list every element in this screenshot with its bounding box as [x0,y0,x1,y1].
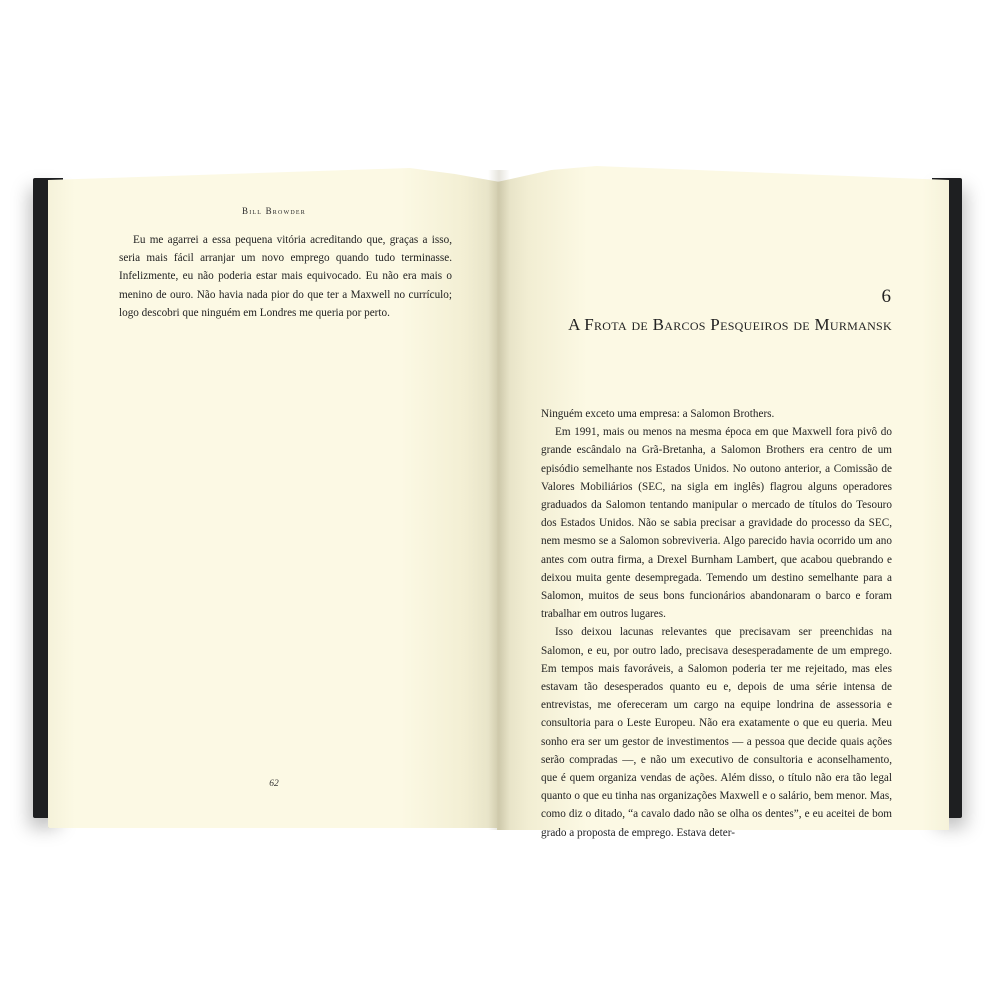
right-page-body [541,405,892,842]
paragraph: Isso deixou lacunas relevantes que precisavam ser preenchidas na Salomon, e eu, por outro lado, precisava desesperadamente de um emprego. Em tempos mais favoráveis, a Salomon poderia ter me rejeitado, mas eles estavam tão desesperados quanto eu e, depois de uma série intensa de entrevistas, me ofereceram um cargo na equipe londrina de assessoria e consultoria para o Leste Europeu. Não era exatamente o que eu queria. Meu sonho era ser um gestor de investimentos — a pessoa que decide quais ações serão compradas —, e não um executivo de consultoria e aconselhamento, que é quem organiza vendas de ações. Além disso, o título não era tão legal quanto o que eu tinha nas organizações Maxwell e o salário, bem menor. Mas, como diz o ditado, “a cavalo dado não se olha os dentes”, e eu aceitei de bom grado a proposta de emprego. Estava deter- [541,626,892,839]
running-head: Bill Browder [242,206,306,216]
book-gutter [488,170,510,830]
page-number: 62 [269,779,279,789]
chapter-title: A Frota de Barcos Pesqueiros de Murmansk [568,315,892,334]
paragraph: Ninguém exceto uma empresa: a Salomon Brothers. [541,408,775,420]
left-page-paragraph: Eu me agarrei a essa pequena vitória acreditando que, graças a isso, seria mais fácil arranjar um novo emprego quando tudo terminasse. Infelizmente, eu não poderia estar mais equivocado. Eu não era mais o menino de ouro. Não havia nada pior do que ter a Maxwell no currículo; logo descobri que ninguém em Londres me queria por perto. [119,234,452,319]
paragraph: Em 1991, mais ou menos na mesma época em que Maxwell fora pivô do grande escândalo na Grã-Bretanha, a Salomon Brothers era centro de um episódio semelhante nos Estados Unidos. No outono anterior, a Comissão de Valores Mobiliários (SEC, na sigla em inglês) flagrou alguns operadores graduados da Salomon tentando manipular o mercado de títulos do Tesouro dos Estados Unidos. Não se sabia precisar a gravidade do processo da SEC, nem mesmo se a Salomon sobreviveria. Algo parecido havia ocorrido um ano antes com outra firma, a Drexel Burnham Lambert, que acabou quebrando e deixou muita gente desempregada. Temendo um destino semelhante para a Salomon, muitos de seus bons funcionários abandonaram o barco e foram trabalhar em outros lugares. [541,426,892,621]
chapter-number: 6 [881,286,891,307]
